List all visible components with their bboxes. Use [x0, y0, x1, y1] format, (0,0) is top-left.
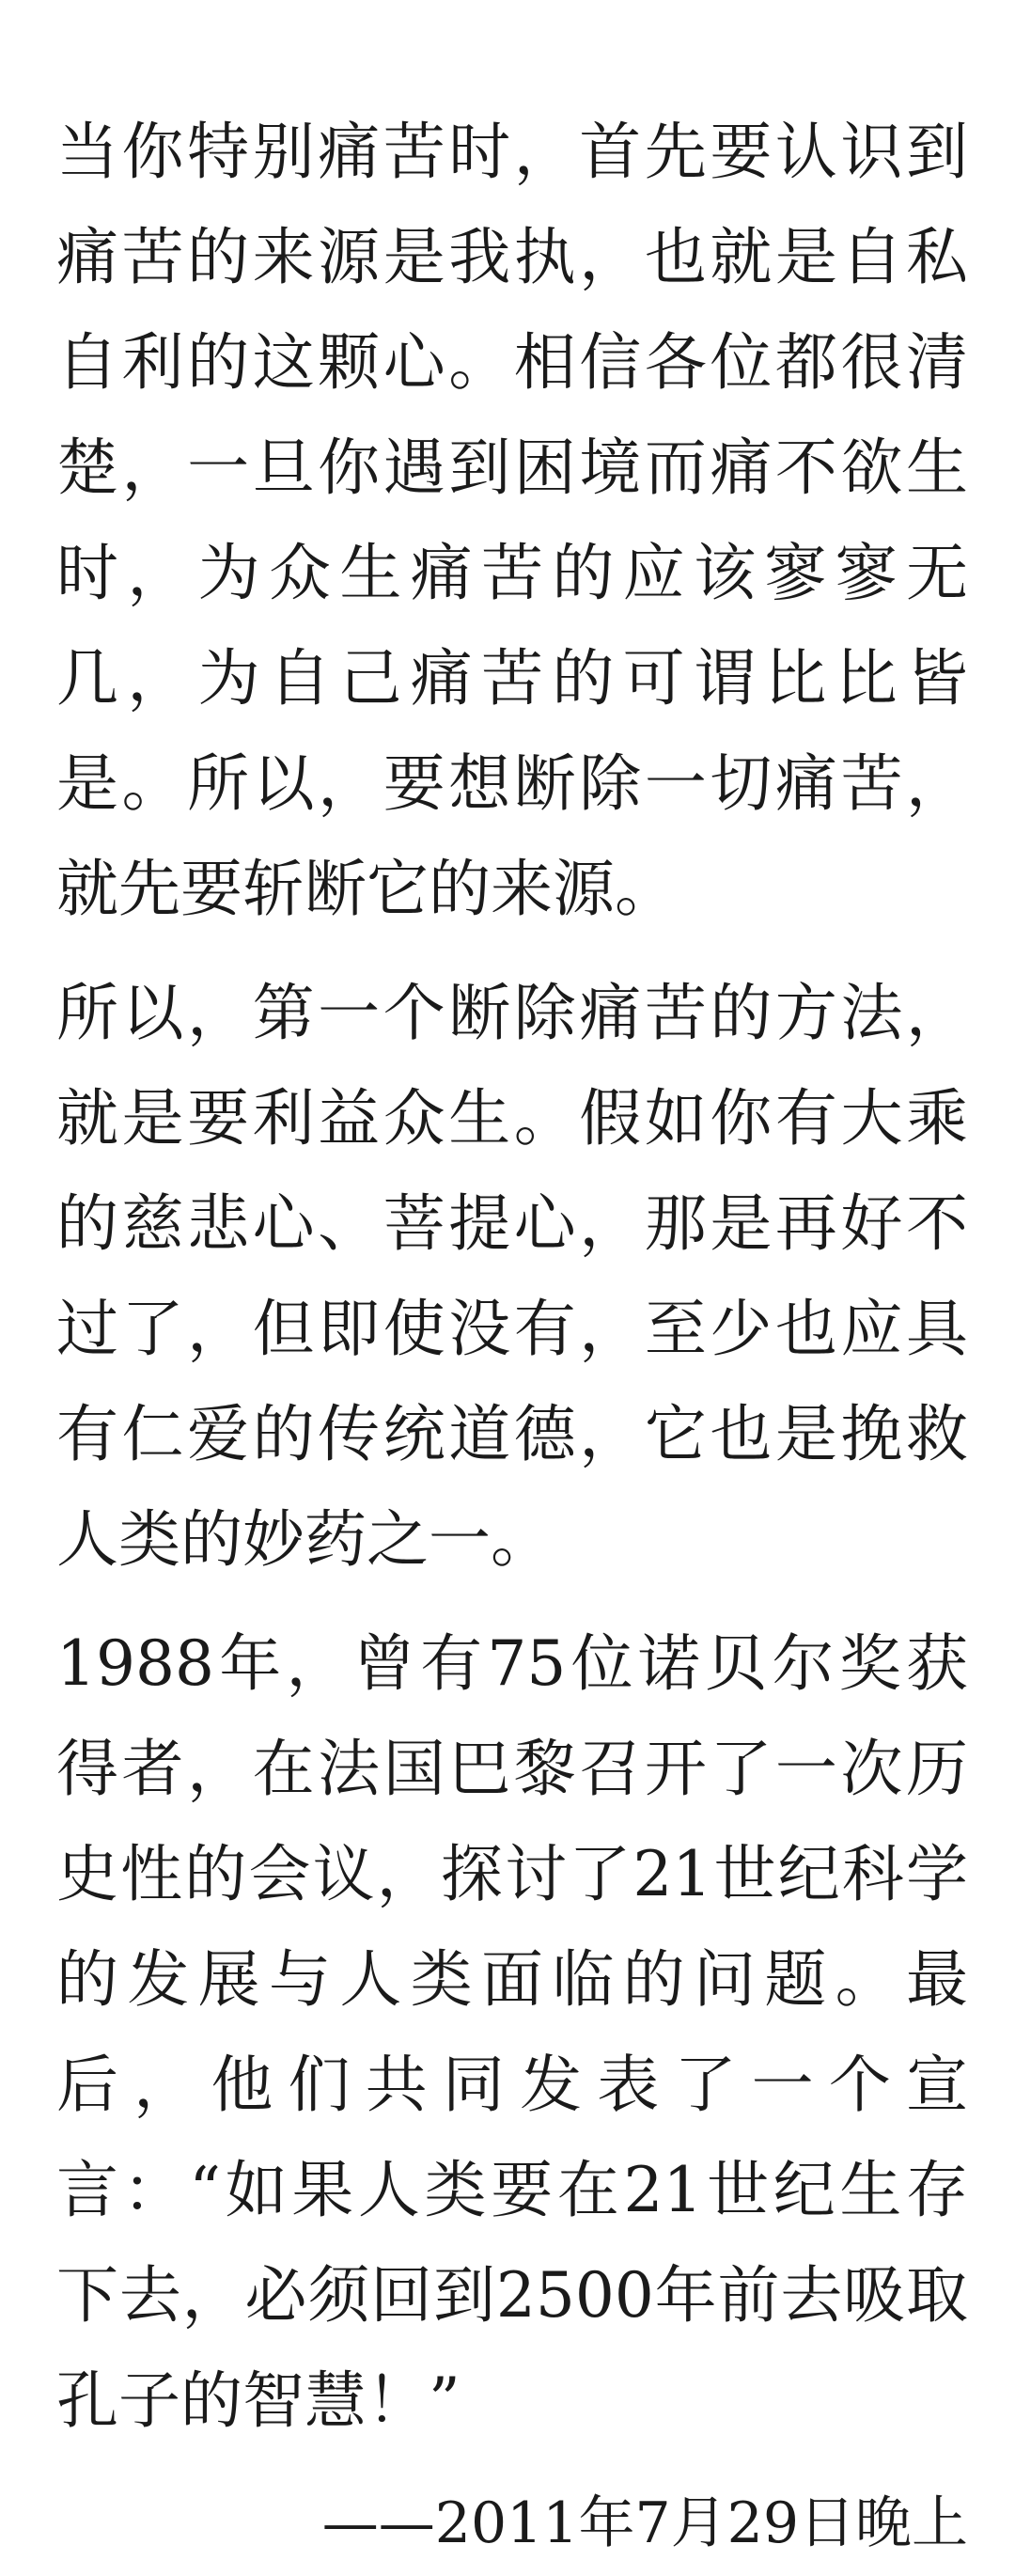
paragraph-1: 当你特别痛苦时，首先要认识到痛苦的来源是我执，也就是自私自利的这颗心。相信各位都很清楚，一旦你遇到困境而痛不欲生时，为众生痛苦的应该寥寥无几，为自己痛苦的可谓比比皆是。所以，要想断除一切痛苦，就先要斩断它的来源。	[56, 116, 968, 925]
date-signature: ——2011年7月29日晚上	[321, 2490, 968, 2556]
paragraph-3: 1988年，曾有75位诺贝尔奖获得者，在法国巴黎召开了一次历史性的会议，探讨了21世纪科学的发展与人类面临的问题。最后，他们共同发表了一个宣言：“如果人类要在21世纪生存下去，必须回到2500年前去吸取孔子的智慧！”	[56, 1627, 968, 2437]
paragraph-2: 所以，第一个断除痛苦的方法，就是要利益众生。假如你有大乘的慈悲心、菩提心，那是再好不过了，但即使没有，至少也应具有仁爱的传统道德，它也是挽救人类的妙药之一。	[56, 977, 968, 1576]
